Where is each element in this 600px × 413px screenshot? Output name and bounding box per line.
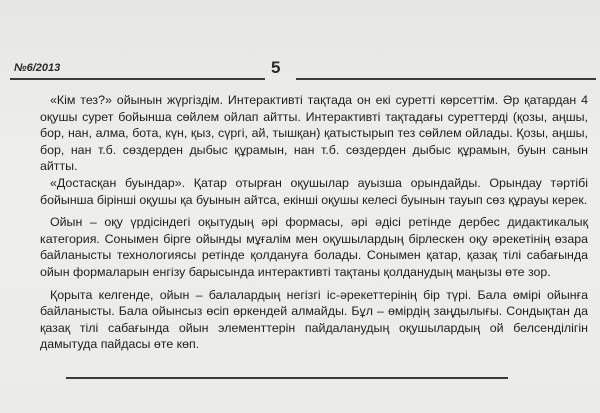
paragraph-conclusion: Қорыта келгенде, ойын – балалардың негізгі іс-әрекеттерінің бір түрі. Бала өмірі ойынға байланысты. Бала ойынсыз өсіп өркендей алмайды. Бұл – өмірдің заңдылығы. Сондықтан да қазақ тілі сабағында ойын элементтерін пайдаланудың оқушылардың ой белсенділігін дамытуда пайдасы өте көп. [40, 287, 588, 352]
paragraph-game-definition: Ойын – оқу үрдісіндегі оқытудың әрі формасы, әрі әдісі ретінде дербес дидактикалық категория. Сонымен бірге ойынды мұғалім мен оқушылардың бірлескен оқу әрекетінің өзара байланысты технологиясы ретінде қолдануға болады. Сонымен қатар, қазақ тілі сабағында ойын формаларын енгізу барысында интерактивті тақтаны қолданудың маңызы өте зор. [40, 215, 588, 279]
paragraph-friendly-syllables: «Достасқан буындар». Қатар отырған оқушылар ауызша орындайды. Орындау тәртібі бойынша бірінші оқушы қа буынын айтса, екінші оқушы келесі буынын тауып сөз құрауы керек. [40, 175, 588, 207]
header-rule-right [296, 78, 596, 80]
paragraph-game-who-is-fast: «Кім тез?» ойынын жүргіздім. Интерактивті тақтада он екі суретті көрсеттім. Әр қатардан 4 оқушы сурет бойынша сөйлем ойлап айтты. Интерактивті тақтадағы суреттерді (қозы, аңшы, бор, нан, алма, бота, күн, қыз, сүргі, ай, тышқан) қатыстырып тез сөйлем ойлады. Қозы, аңшы, бор, нан т.б. сөздерден дыбыс құрамын, нан т.б. сөздерден дыбыс құрамын, буын санын айтты. [40, 93, 588, 174]
page-number: 5 [271, 58, 281, 77]
issue-number: №6/2013 [14, 62, 61, 74]
header-rule-left [10, 78, 265, 80]
article-body [40, 92, 588, 353]
bottom-rule [66, 377, 508, 379]
